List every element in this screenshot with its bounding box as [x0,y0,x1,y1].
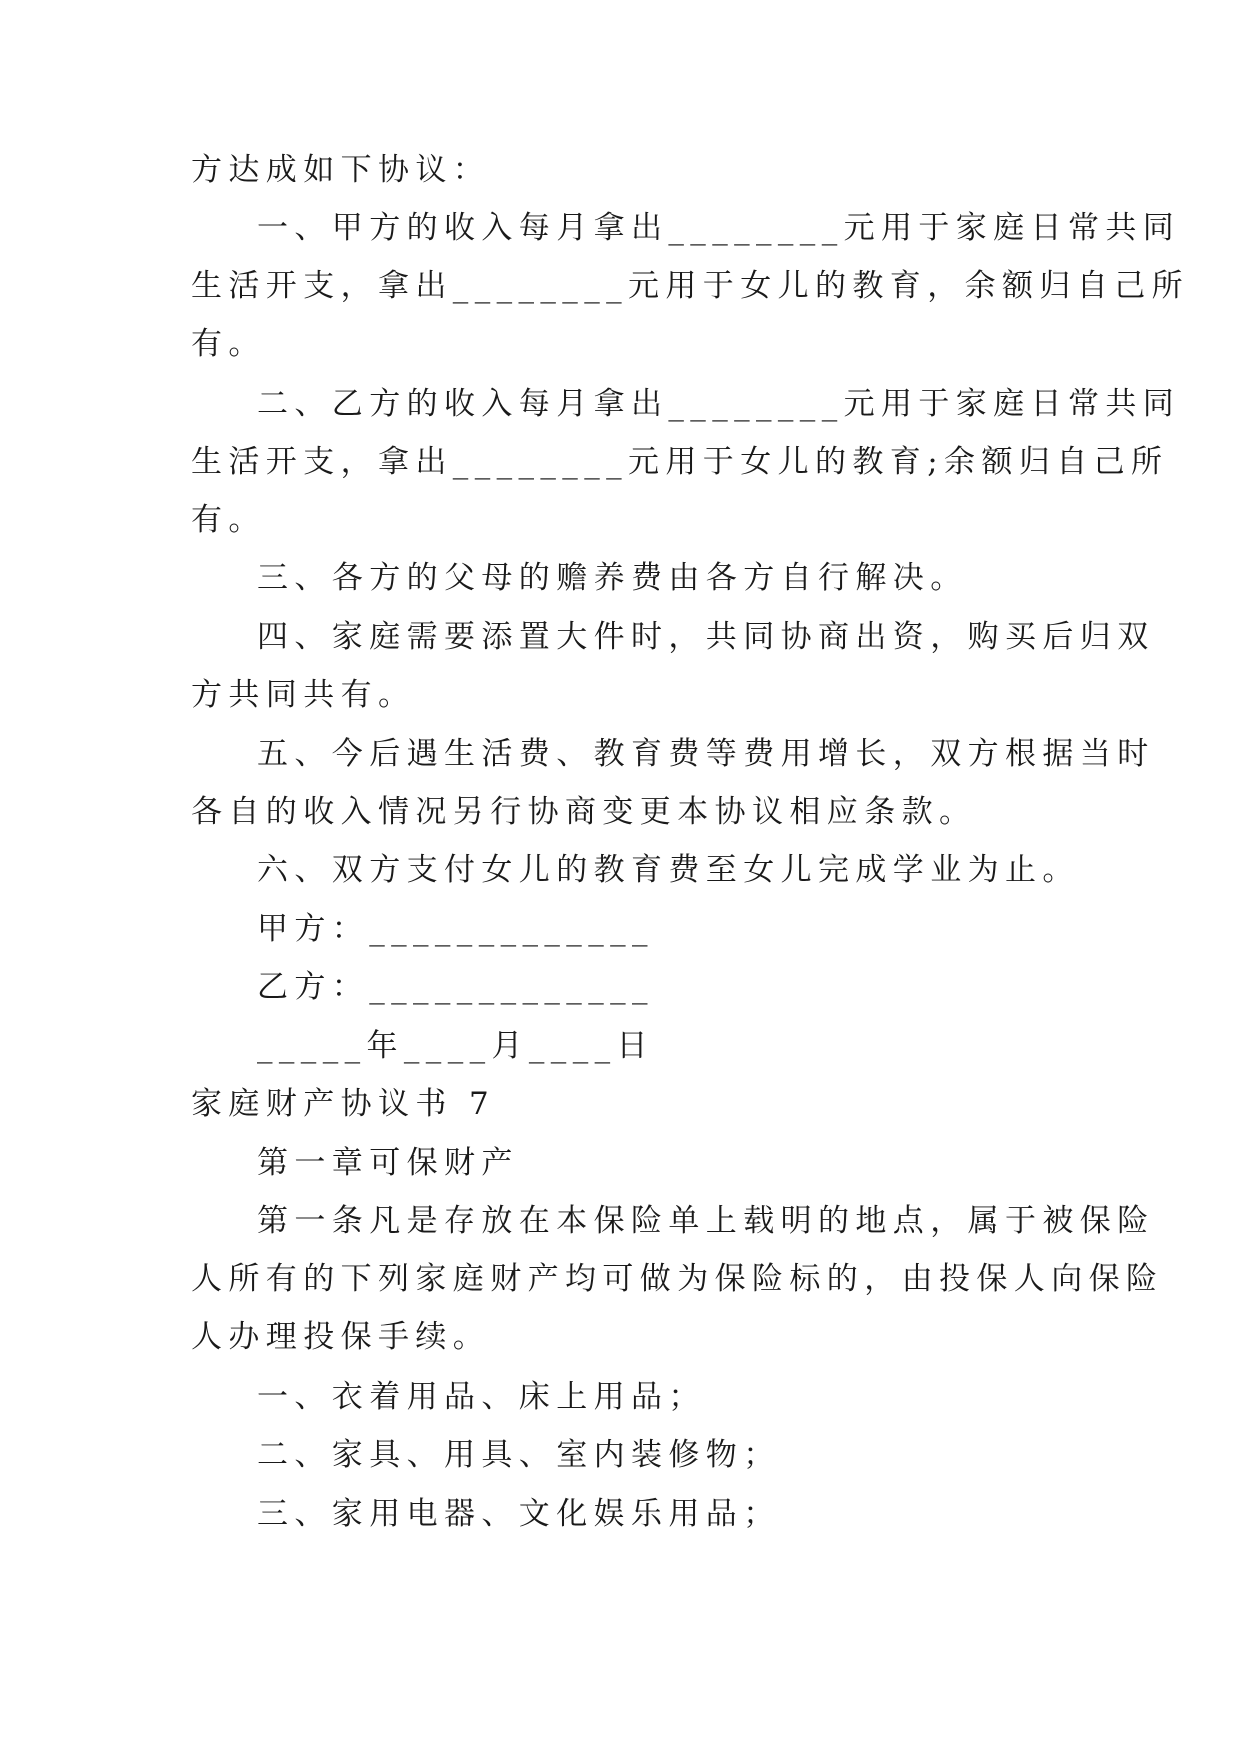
clause-6-line-1: 六、双方支付女儿的教育费至女儿完成学业为止。 [257,852,1080,888]
party-a-signature: 甲方：_____________ [257,911,654,947]
party-b-signature: 乙方：_____________ [257,969,654,1005]
article-1-line-3: 人办理投保手续。 [191,1319,491,1355]
clause-1-line-1: 一、甲方的收入每月拿出________元用于家庭日常共同 [257,210,1181,246]
article-1-line-1: 第一条凡是存放在本保险单上载明的地点，属于被保险 [257,1203,1155,1239]
list-item-3: 三、家用电器、文化娱乐用品； [257,1496,781,1532]
clause-2-line-1: 二、乙方的收入每月拿出________元用于家庭日常共同 [257,386,1181,422]
clause-1-line-3: 有。 [191,326,266,362]
clause-5-line-2: 各自的收入情况另行协商变更本协议相应条款。 [191,794,977,830]
text-line: 方达成如下协议： [191,152,491,188]
section-title: 家庭财产协议书 7 [191,1086,496,1122]
chapter-title: 第一章可保财产 [257,1145,519,1181]
list-item-1: 一、衣着用品、床上用品； [257,1379,706,1415]
clause-4-line-2: 方共同共有。 [191,677,416,713]
clause-1-line-2: 生活开支，拿出________元用于女儿的教育，余额归自己所 [191,268,1189,304]
date-line: _____年____月____日 [257,1028,654,1064]
clause-5-line-1: 五、今后遇生活费、教育费等费用增长，双方根据当时 [257,736,1155,772]
clause-3-line-1: 三、各方的父母的赡养费由各方自行解决。 [257,560,968,596]
clause-4-line-1: 四、家庭需要添置大件时，共同协商出资，购买后归双 [257,619,1155,655]
clause-2-line-3: 有。 [191,502,266,538]
clause-2-line-2: 生活开支，拿出________元用于女儿的教育;余额归自己所 [191,444,1169,480]
list-item-2: 二、家具、用具、室内装修物； [257,1437,781,1473]
article-1-line-2: 人所有的下列家庭财产均可做为保险标的，由投保人向保险 [191,1261,1164,1297]
